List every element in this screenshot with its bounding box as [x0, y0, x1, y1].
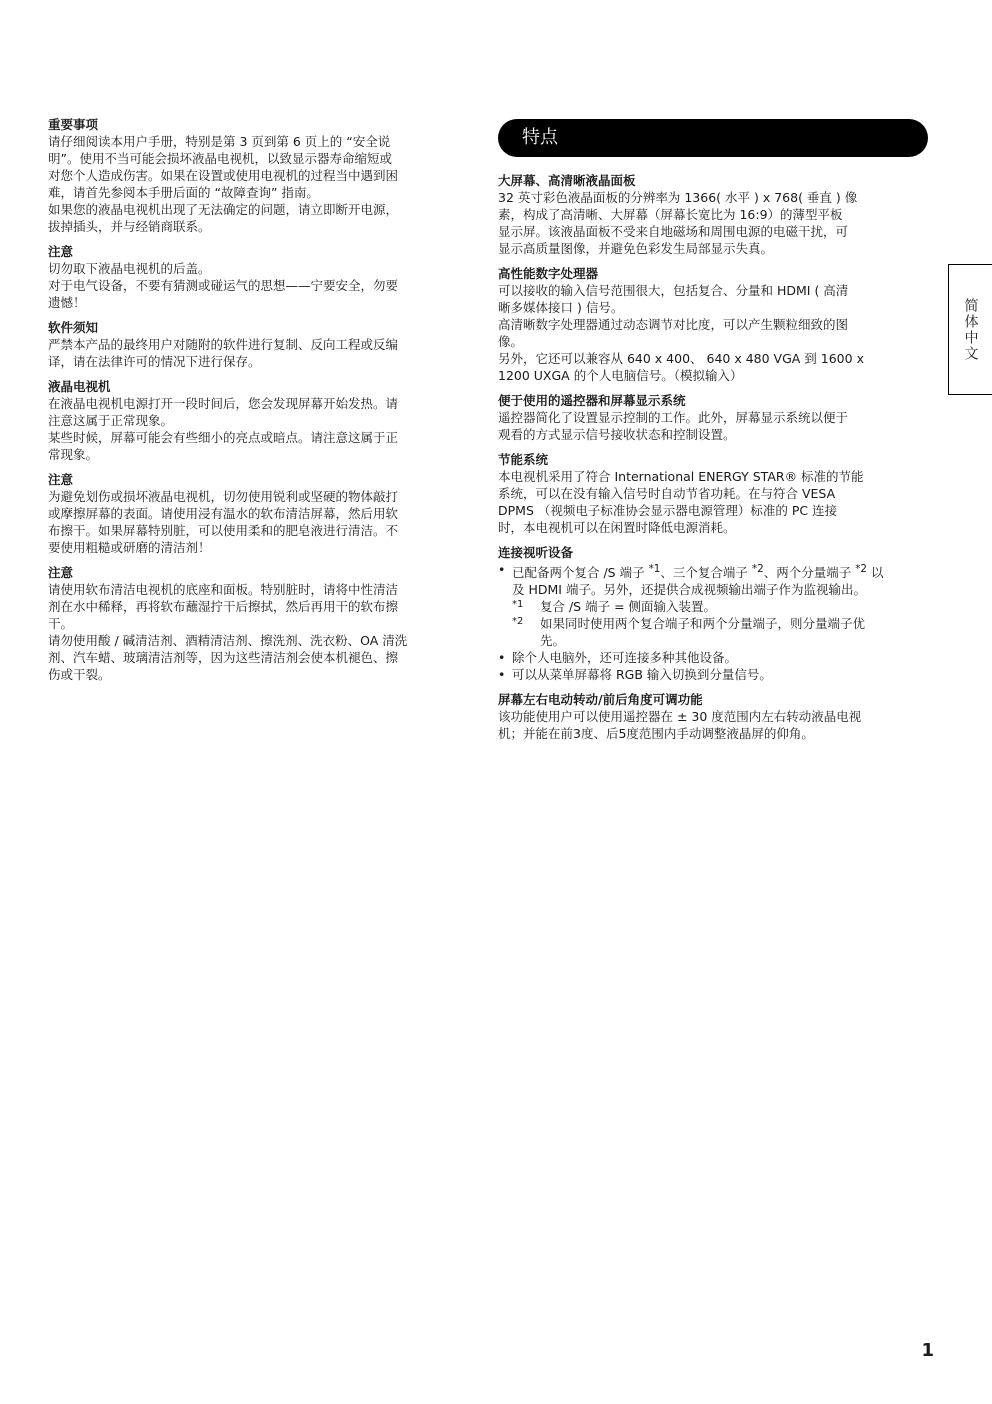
- feature-text: 遥控器简化了设置显示控制的工作。此外，屏幕显示系统以便于 观看的方式显示信号接收状态和控制设置。: [498, 410, 849, 442]
- footnote-mark: *2: [512, 616, 524, 628]
- feature-remote-osd: [498, 392, 928, 443]
- section-paragraph: 为避免划伤或损坏液晶电视机，切勿使用锐利或坚硬的物体敲打 或摩擦屏幕的表面。请使用浸有温水的软布清洁屏幕，然后用软 布擦干。如果屏幕特别脏，可以使用柔和的肥皂液进行清洁。不 要使用粗糙或研磨的清洁剂！: [48, 489, 399, 555]
- feature-heading: 便于使用的遥控器和屏幕显示系统: [498, 393, 686, 408]
- list-item: • 除个人电脑外，还可连接多种其他设备。: [498, 649, 928, 666]
- feature-power-saving: [498, 451, 928, 536]
- feature-large-screen: [498, 172, 928, 257]
- feature-text: 高清晰数字处理器通过动态调节对比度，可以产生颗粒细致的图 像。: [498, 317, 849, 349]
- section-heading: 注意: [48, 244, 74, 259]
- section-paragraph: 对于电气设备，不要有猜测或碰运气的思想——宁要安全，勿要 遗憾！: [48, 278, 399, 310]
- section-heading: 注意: [48, 472, 74, 487]
- feature-text: 可以接收的输入信号范围很大，包括复合、分量和 HDMI ( 高清 晰多媒体接口 ) 信号。: [498, 283, 849, 315]
- feature-heading: 节能系统: [498, 452, 549, 467]
- section-paragraph: 在液晶电视机电源打开一段时间后，您会发现屏幕开始发热。请 注意这属于正常现象。: [48, 396, 399, 428]
- footnote: *2 如果同时使用两个复合端子和两个分量端子，则分量端子优 先。: [498, 615, 928, 649]
- section-caution-2: [48, 471, 476, 556]
- feature-text: 32 英寸彩色液晶面板的分辨率为 1366( 水平 ) x 768( 垂直 ) 像 素，构成了高清晰、大屏幕（屏幕长宽比为 16:9）的薄型平板 显示屏。该液晶面板不受来自地磁场和周围电源的电磁干扰，可 显示高质量图像，并避免色彩发生局部显示失真。: [498, 190, 858, 256]
- section-paragraph: 某些时候，屏幕可能会有些细小的亮点或暗点。请注意这属于正 常现象。: [48, 430, 399, 462]
- feature-heading: 屏幕左右电动转动/前后角度可调功能: [498, 692, 703, 708]
- list-item: • 已配备两个复合 /S 端子 $^{*1}$、三个复合端子 $^{*2}$、两个分量端子 $^{*2}$ 以 及 HDMI 端子。另外，还提供合成视频输出端子作为监视输出。: [498, 561, 928, 598]
- language-tab: [948, 264, 992, 395]
- feature-av-connection: [498, 544, 928, 683]
- section-paragraph: 请勿使用酸 / 碱清洁剂、酒精清洁剂、擦洗剂、洗衣粉、OA 清洗 剂、汽车蜡、玻璃清洁剂等，因为这些清洁剂会使本机褪色、擦 伤或干裂。: [48, 633, 408, 682]
- language-label: 简体中文: [962, 297, 979, 362]
- feature-text: 本电视机采用了符合 International ENERGY STAR® 标准的节能 系统，可以在没有输入信号时自动节省功耗。在与符合 VESA DPMS （视频电子标准协会显示器电源管理）标准的 PC 连接 时，本电视机可以在闲置时降低电源消耗。: [498, 469, 864, 535]
- features-banner: [498, 119, 928, 157]
- footnote: *1 复合 /S 端子 = 侧面输入装置。: [498, 598, 928, 615]
- section-heading: 软件须知: [48, 320, 99, 335]
- footnote-mark: *1: [648, 563, 661, 575]
- feature-heading: 高性能数字处理器: [498, 266, 599, 281]
- feature-heading: 连接视听设备: [498, 545, 574, 560]
- section-caution-1: [48, 243, 476, 311]
- feature-swivel: [498, 691, 928, 742]
- section-paragraph: 请使用软布清洁电视机的底座和面板。特别脏时，请将中性清洁 剂在水中稀释，再将软布蘸湿拧干后擦拭，然后再用干的软布擦 干。: [48, 582, 399, 631]
- section-software: [48, 319, 476, 370]
- footnote-mark: *1: [512, 599, 524, 611]
- footnote-mark: *2: [855, 563, 868, 575]
- footnote-mark: *2: [751, 563, 764, 575]
- section-lcd-tv: [48, 378, 476, 463]
- section-paragraph: 严禁本产品的最终用户对随附的软件进行复制、反向工程或反编 译，请在法律许可的情况下进行保存。: [48, 337, 399, 369]
- section-heading: 注意: [48, 565, 74, 580]
- page-number: 1: [921, 1340, 934, 1361]
- section-paragraph: 如果您的液晶电视机出现了无法确定的问题，请立即断开电源， 拔掉插头，并与经销商联系。: [48, 202, 399, 234]
- section-paragraph: 请仔细阅读本用户手册，特别是第 3 页到第 6 页上的 “安全说 明”。使用不当可能会损坏液晶电视机，以致显示器寿命缩短或 对您个人造成伤害。如果在设置或使用电视机的过程当中遇到困 难，请首先参阅本手册后面的 “故障查询” 指南。: [48, 134, 399, 200]
- section-important: [48, 116, 476, 235]
- feature-heading: 大屏幕、高清晰液晶面板: [498, 173, 636, 188]
- section-heading: 液晶电视机: [48, 379, 111, 394]
- left-column: [48, 116, 476, 691]
- list-item: • 可以从菜单屏幕将 RGB 输入切换到分量信号。: [498, 666, 928, 683]
- right-column: [498, 172, 928, 750]
- section-heading: 重要事项: [48, 117, 99, 132]
- feature-digital-processor: [498, 265, 928, 384]
- features-title: 特点: [522, 127, 558, 148]
- section-caution-3: [48, 564, 476, 683]
- feature-text: 该功能使用户可以使用遥控器在 ± 30 度范围内左右转动液晶电视 机；并能在前3度、后5度范围内手动调整液晶屏的仰角。: [498, 709, 862, 742]
- feature-text: 另外，它还可以兼容从 640 x 400、 640 x 480 VGA 到 1600 x 1200 UXGA 的个人电脑信号。（模拟输入）: [498, 351, 864, 383]
- section-paragraph: 切勿取下液晶电视机的后盖。: [48, 261, 211, 276]
